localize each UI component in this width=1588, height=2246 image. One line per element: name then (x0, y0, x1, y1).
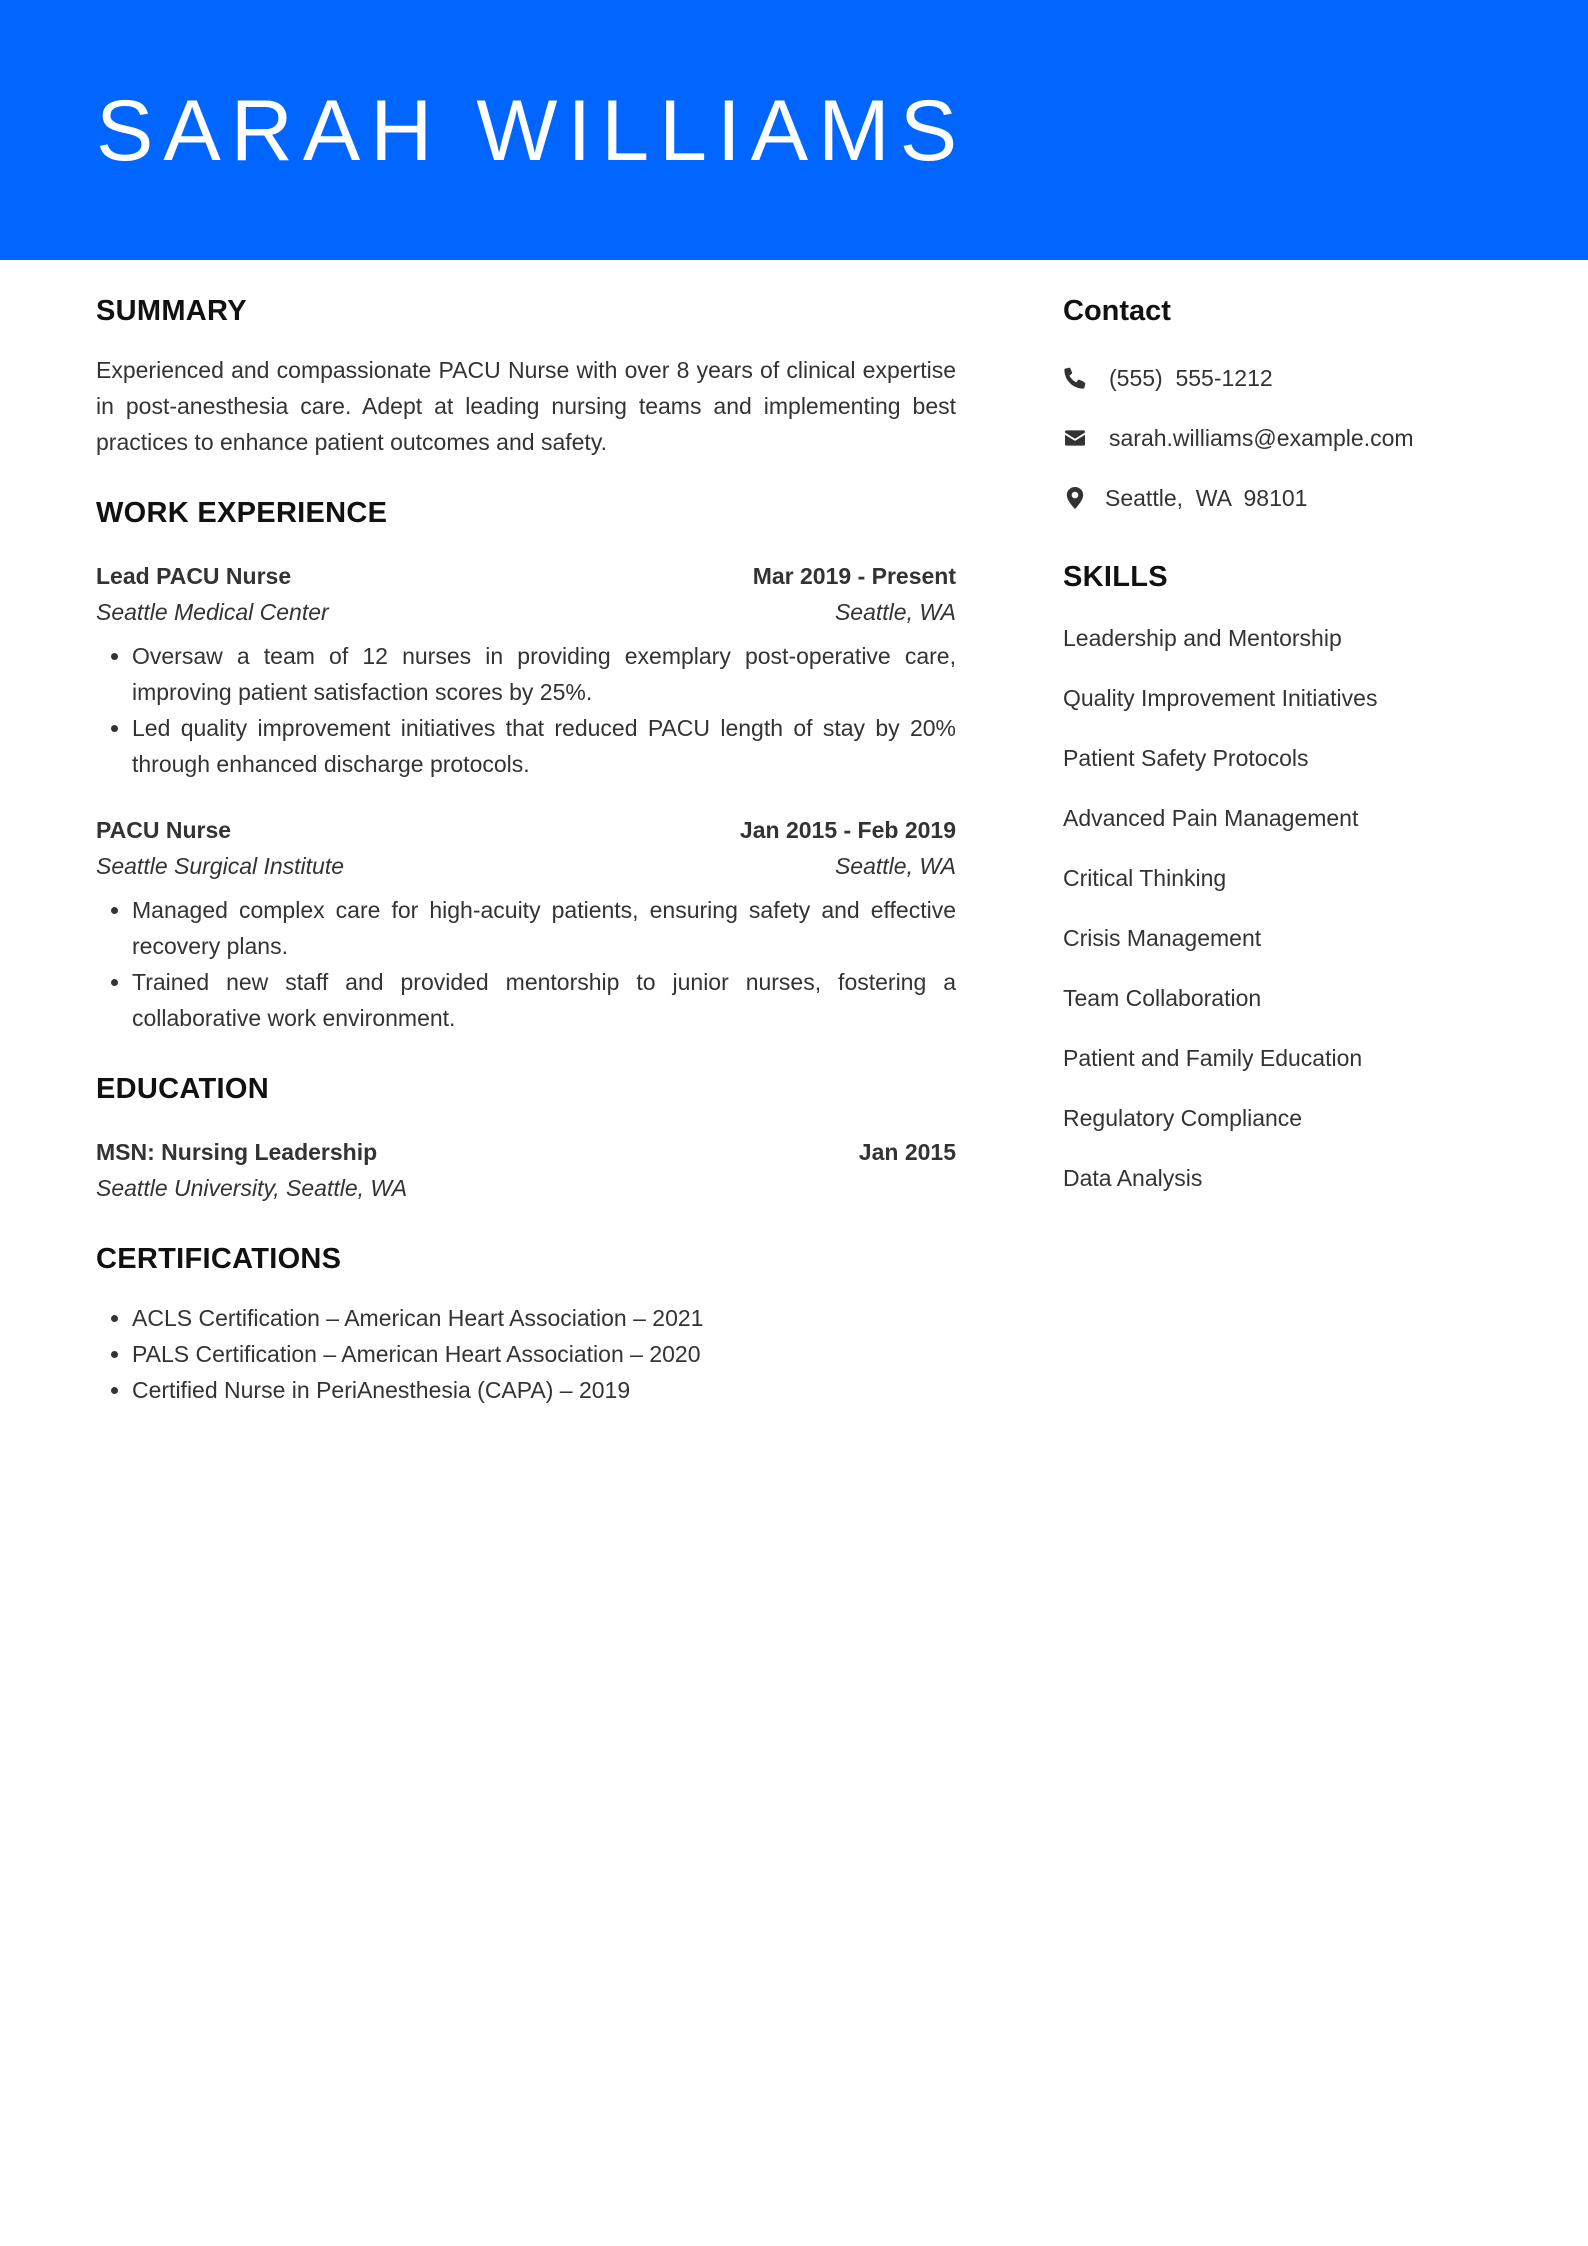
contact-section (1063, 290, 1523, 516)
contact-email-text[interactable]: sarah.williams@example.com (1109, 424, 1414, 451)
summary-text: Experienced and compassionate PACU Nurse with over 8 years of clinical expertise in post-anesthesia care. Adept at leading nursing teams and implementing best practices to enhance patient outcomes and safety. (96, 357, 956, 455)
certification-item: • Certified Nurse in PeriAnesthesia (CAPA) – 2019 (132, 1372, 956, 1408)
job-location: Seattle, WA (834, 599, 956, 625)
skill-item: Crisis Management (1063, 925, 1262, 951)
map-pin-icon (1063, 486, 1087, 510)
certification-item: • ACLS Certification – American Heart Association – 2021 (132, 1300, 956, 1336)
phone-icon (1063, 366, 1087, 390)
certification-item: • PALS Certification – American Heart Association – 2020 (132, 1336, 956, 1372)
job-title: PACU Nurse (96, 817, 232, 843)
job-location: Seattle, WA (834, 853, 956, 879)
job-bullet: • Oversaw a team of 12 nurses in providing exemplary post-operative care, improving patient satisfaction scores by 25%. (132, 638, 956, 710)
job-dates: Mar 2019 - Present (752, 563, 956, 589)
skills-section (1063, 556, 1523, 1196)
candidate-name: SARAH WILLIAMS (96, 83, 968, 179)
work-experience-section (96, 492, 956, 1036)
skills-heading: SKILLS (1063, 561, 1168, 593)
education-heading: EDUCATION (96, 1073, 269, 1105)
degree-title: MSN: Nursing Leadership (96, 1139, 378, 1165)
job-bullet: • Managed complex care for high-acuity patients, ensuring safety and effective recovery plans. (132, 892, 956, 964)
skill-item: Regulatory Compliance (1063, 1105, 1303, 1131)
certifications-list (96, 1300, 956, 1408)
job-dates: Jan 2015 - Feb 2019 (739, 817, 956, 843)
skill-item: Critical Thinking (1063, 865, 1227, 891)
skills-list (1063, 620, 1523, 1196)
certifications-heading: CERTIFICATIONS (96, 1243, 342, 1275)
contact-phone-text[interactable]: (555) 555-1212 (1109, 364, 1273, 391)
contact-location-text: Seattle, WA 98101 (1105, 484, 1308, 511)
sidebar-column (1063, 290, 1523, 1220)
summary-heading: SUMMARY (96, 295, 247, 327)
certifications-section (96, 1238, 956, 1408)
work-experience-heading: WORK EXPERIENCE (96, 497, 388, 529)
contact-email (1063, 420, 1523, 456)
contact-heading: Contact (1063, 295, 1171, 327)
contact-location (1063, 480, 1523, 516)
header-banner (0, 0, 1588, 260)
summary-section (96, 290, 956, 460)
skill-item: Data Analysis (1063, 1165, 1203, 1191)
education-entry (96, 1134, 956, 1206)
skill-item: Team Collaboration (1063, 985, 1262, 1011)
job-title: Lead PACU Nurse (96, 563, 292, 589)
skill-item: Patient Safety Protocols (1063, 745, 1309, 771)
contact-phone (1063, 360, 1523, 396)
job-employer: Seattle Surgical Institute (96, 853, 345, 879)
job-bullet: • Trained new staff and provided mentorship to junior nurses, fostering a collaborative work environment. (132, 964, 956, 1036)
job-bullets (96, 892, 956, 1036)
job-entry (96, 558, 956, 782)
skill-item: Leadership and Mentorship (1063, 625, 1342, 651)
school-name: Seattle University, Seattle, WA (96, 1175, 408, 1201)
job-entry (96, 812, 956, 1036)
job-bullets (96, 638, 956, 782)
degree-date: Jan 2015 (858, 1139, 956, 1165)
skill-item: Quality Improvement Initiatives (1063, 685, 1378, 711)
job-employer: Seattle Medical Center (96, 599, 329, 625)
job-bullet: • Led quality improvement initiatives that reduced PACU length of stay by 20% through enhanced discharge protocols. (132, 710, 956, 782)
education-section (96, 1068, 956, 1206)
main-column (96, 290, 956, 1408)
skill-item: Advanced Pain Management (1063, 805, 1359, 831)
skill-item: Patient and Family Education (1063, 1045, 1363, 1071)
envelope-icon (1063, 426, 1087, 450)
